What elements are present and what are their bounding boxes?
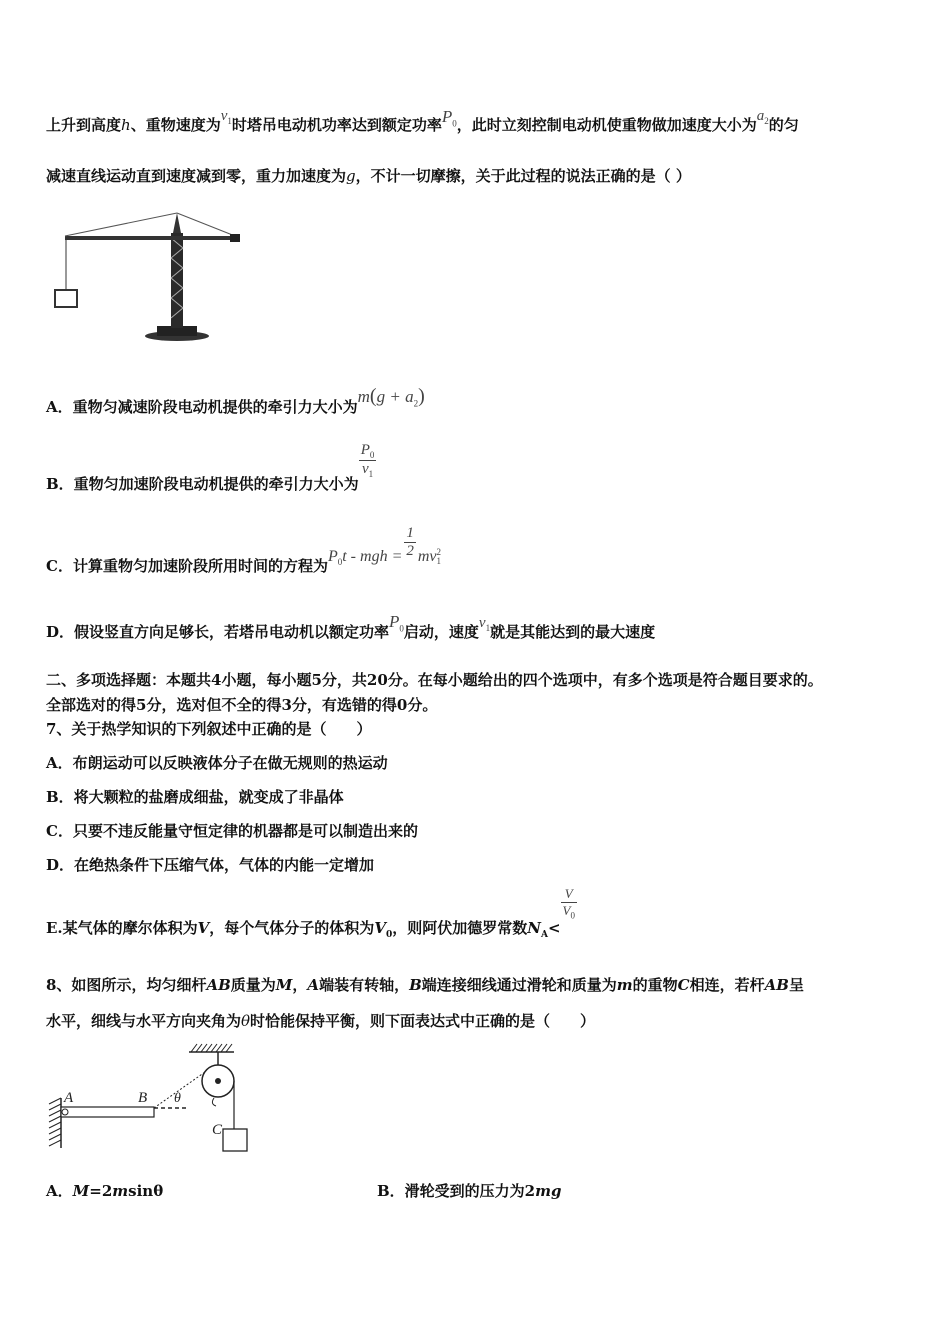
crane-load — [55, 290, 77, 307]
option-b-label: B．重物匀加速阶段电动机提供的牵引力大小为 — [46, 474, 359, 493]
q8-option-b — [377, 1180, 562, 1201]
var-v: V — [197, 919, 210, 938]
option-c-rhs: mv 2 1 — [417, 546, 442, 566]
q8-text: 端装有转轴， — [319, 976, 410, 994]
var-p0: $P_0$ — [389, 612, 404, 634]
figure-label-a: A — [64, 1090, 74, 1106]
option-d-label: 就是其能达到的最大速度 — [490, 623, 656, 641]
q8-text: 端连接细线通过滑轮和质量为 — [421, 976, 617, 994]
q7-option-b: B．将大颗粒的盐磨成细盐，就变成了非晶体 — [46, 788, 344, 806]
q6-text: ，不计一切摩擦，关于此过程的说法正确的是（ ） — [355, 167, 691, 185]
option-b-fraction: $\frac{P_0}{v_1}$ — [360, 442, 375, 479]
var-b: B — [409, 976, 422, 994]
q8-text: ， — [292, 976, 308, 994]
option-c-fraction: $\frac{1}{2}$ — [406, 525, 414, 559]
q8-text: 时恰能保持平衡，则下面表达式中正确的是（ ） — [250, 1012, 596, 1030]
rod-ab — [61, 1107, 154, 1117]
figure-label-theta: θ — [174, 1091, 181, 1106]
var-a: A — [307, 976, 320, 994]
option-a-label: A． — [46, 1182, 73, 1200]
var-na: $N_A<$ — [527, 919, 561, 941]
q6-stem-line2 — [46, 165, 691, 186]
q6-text: 上升到高度 — [46, 116, 122, 134]
section2-heading-line1: 二、多项选择题：本题共4小题，每小题5分，共20分。在每小题给出的四个选项中，有多个选项是符合题目要求的。 — [46, 671, 823, 689]
option-e-fraction: $\frac{V}{V_0}$ — [562, 886, 575, 921]
q6-option-d — [46, 612, 656, 643]
q8-stem-line1 — [46, 974, 804, 995]
q6-text: 时塔吊电动机功率达到额定功率 — [231, 116, 442, 134]
crane-mast — [171, 233, 183, 328]
var-ab: AB — [206, 976, 231, 994]
option-d-label: 启动，速度 — [403, 623, 479, 641]
q8-text: 8、如图所示，均匀细杆 — [46, 976, 207, 994]
crane-peak — [173, 213, 181, 233]
var-ab: AB — [764, 976, 789, 994]
q8-text: 水平，细线与水平方向夹角为 — [46, 1012, 242, 1030]
option-c-label: C．计算重物匀加速阶段所用时间的方程为 — [46, 556, 328, 575]
var-v0: $V_0$ — [374, 919, 393, 941]
q6-text: 的匀 — [768, 116, 799, 134]
q6-text: ，此时立刻控制电动机使重物做加速度大小为 — [456, 116, 757, 134]
figure-label-b: B — [138, 1090, 148, 1106]
q6-option-b — [46, 442, 376, 493]
var-m-big: M — [275, 976, 293, 994]
q7-option-e — [46, 886, 577, 941]
option-a-text: sinθ — [128, 1182, 164, 1200]
q8-text: 质量为 — [230, 976, 276, 994]
var-theta: θ — [241, 1012, 251, 1030]
option-d-label: D．假设竖直方向足够长，若塔吊电动机以额定功率 — [46, 623, 390, 641]
var-m-big: M — [72, 1182, 90, 1200]
crane-jib — [65, 236, 240, 240]
q6-option-a — [46, 385, 425, 418]
option-a-label: A．重物匀减速阶段电动机提供的牵引力大小为 — [46, 398, 358, 416]
var-mg: mg — [535, 1182, 562, 1200]
var-v1: $v_1$ — [220, 108, 232, 126]
q8-option-a — [46, 1180, 163, 1201]
q6-text: 、重物速度为 — [130, 116, 221, 134]
option-e-text: E.某气体的摩尔体积为 — [46, 919, 198, 938]
q8-text: 的重物 — [632, 976, 678, 994]
q7-option-d: D．在绝热条件下压缩气体，气体的内能一定增加 — [46, 856, 375, 874]
var-p0: $P_0$ — [441, 107, 457, 129]
q6-stem-line1 — [46, 107, 799, 136]
option-c-lhs: $P_0t$ - mgh = — [327, 547, 403, 567]
crane-counterweight — [230, 234, 240, 242]
block-c — [223, 1129, 247, 1151]
option-e-text: ，每个气体分子的体积为 — [209, 919, 375, 938]
var-h: h — [121, 116, 131, 134]
q7-stem: 7、关于热学知识的下列叙述中正确的是（ ） — [46, 720, 372, 738]
q7-option-c: C．只要不违反能量守恒定律的机器都是可以制造出来的 — [46, 822, 418, 840]
q8-stem-line2 — [46, 1010, 595, 1031]
var-m: m — [616, 976, 633, 994]
var-c: C — [677, 976, 690, 994]
section2-heading-line2: 全部选对的得5分，选对但不全的得3分，有选错的得0分。 — [46, 696, 438, 714]
var-m: m — [112, 1182, 129, 1200]
option-e-text: ，则阿伏加德罗常数 — [392, 919, 528, 938]
option-a-text: =2 — [89, 1182, 113, 1200]
option-b-label: B．滑轮受到的压力为2 — [377, 1182, 536, 1200]
var-v1: $v_1$ — [478, 615, 491, 633]
q8-text: 相连，若杆 — [689, 976, 765, 994]
q8-text: 呈 — [788, 976, 804, 994]
option-a-formula: $m(g + a_2)$ — [357, 385, 425, 409]
var-g: g — [346, 167, 356, 185]
pulley-figure — [44, 1040, 259, 1158]
tower-crane-figure — [50, 208, 250, 343]
q6-text: 减速直线运动直到速度减到零，重力加速度为 — [46, 167, 347, 185]
q7-option-a: A．布朗运动可以反映液体分子在做无规则的热运动 — [46, 754, 388, 772]
var-a2: $a_2$ — [756, 108, 769, 126]
q6-option-c — [46, 525, 442, 575]
figure-label-c: C — [212, 1122, 223, 1138]
